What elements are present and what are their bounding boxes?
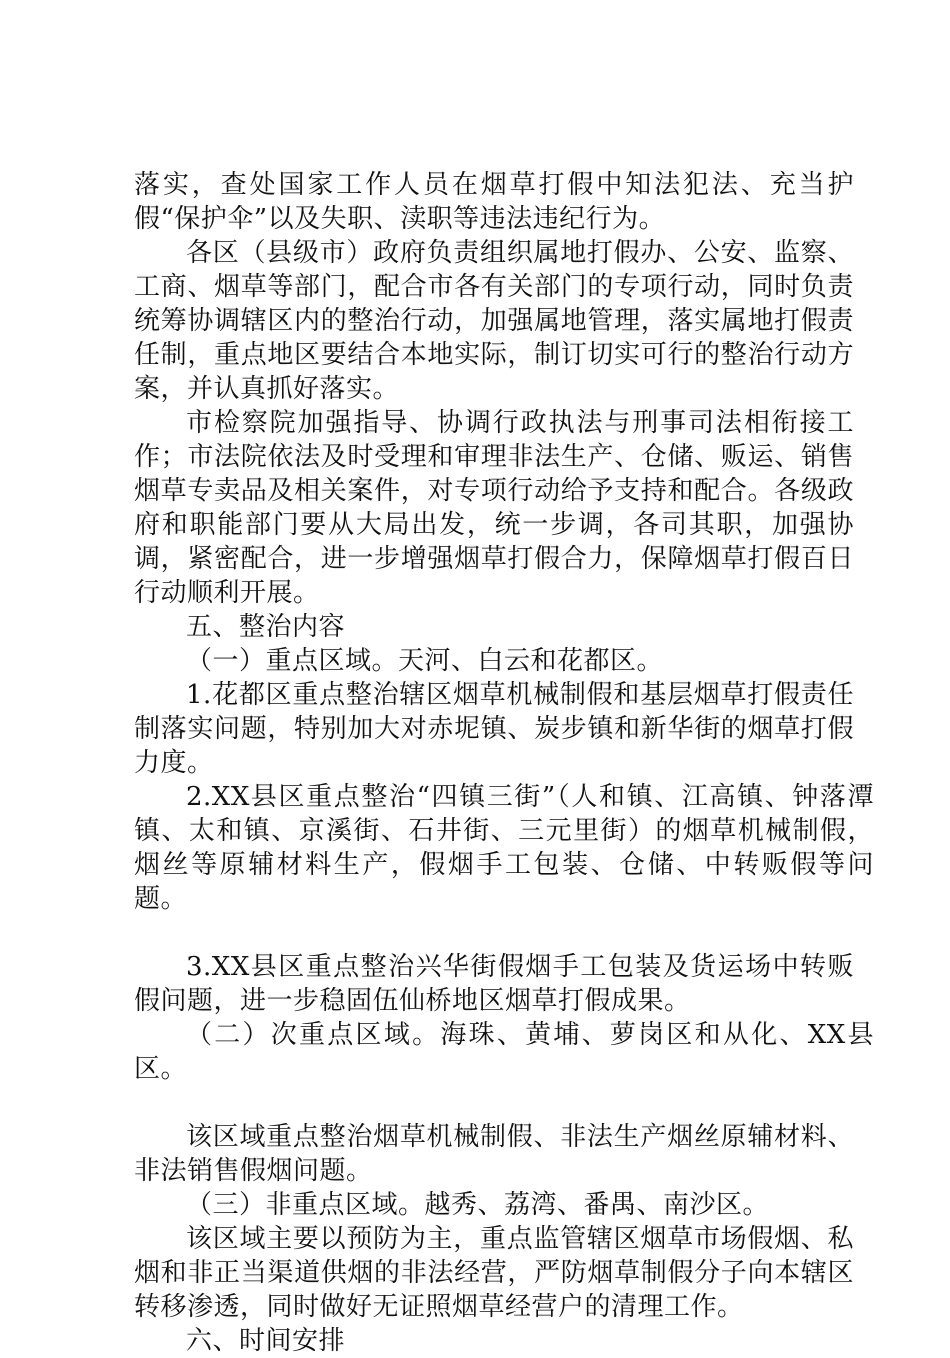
item-county-four-towns: 2.XX县区重点整治“四镇三街”（人和镇、江高镇、钟落潭镇、太和镇、京溪街、石井街、三元里街）的烟草机械制假，烟丝等原辅材料生产，假烟手工包装、仓储、中转贩假等问题。 [134,782,874,914]
section-heading-rectification-content: 五、整治内容 [186,612,346,642]
document-body [134,168,874,1358]
paragraph-prevention: 该区域主要以预防为主，重点监管辖区烟草市场假烟、私烟和非正当渠道供烟的非法经营，严防烟草制假分子向本辖区转移渗透，同时做好无证照烟草经营户的清理工作。 [134,1224,854,1322]
paragraph-continuation: 落实，查处国家工作人员在烟草打假中知法犯法、充当护假“保护伞”以及失职、渎职等违法违纪行为。 [134,170,854,234]
item-county-xinghua-street: 3.XX县区重点整治兴华街假烟手工包装及货运场中转贩假问题，进一步稳固伍仙桥地区烟草打假成果。 [134,952,854,1016]
subheading-secondary-areas: （二）次重点区域。海珠、黄埔、萝岗区和从化、XX县区。 [134,1020,874,1084]
subheading-non-key-areas: （三）非重点区域。越秀、荔湾、番禺、南沙区。 [186,1190,770,1220]
paragraph-secondary-focus: 该区域重点整治烟草机械制假、非法生产烟丝原辅材料、非法销售假烟问题。 [134,1122,854,1186]
paragraph-district-governments: 各区（县级市）政府负责组织属地打假办、公安、监察、工商、烟草等部门，配合市各有关部门的专项行动，同时负责统筹协调辖区内的整治行动，加强属地管理，落实属地打假责任制，重点地区要结合本地实际，制订切实可行的整治行动方案，并认真抓好落实。 [134,238,854,404]
paragraph-procuratorate-court: 市检察院加强指导、协调行政执法与刑事司法相衔接工作；市法院依法及时受理和审理非法生产、仓储、贩运、销售烟草专卖品及相关案件，对专项行动给予支持和配合。各级政府和职能部门要从大局出发，统一步调，各司其职，加强协调，紧密配合，进一步增强烟草打假合力，保障烟草打假百日行动顺利开展。 [134,408,854,608]
section-heading-schedule: 六、时间安排 [186,1326,346,1356]
item-huadu-district: 1.花都区重点整治辖区烟草机械制假和基层烟草打假责任制落实问题，特别加大对赤坭镇、炭步镇和新华街的烟草打假力度。 [134,680,854,778]
subheading-key-areas: （一）重点区域。天河、白云和花都区。 [186,646,664,676]
